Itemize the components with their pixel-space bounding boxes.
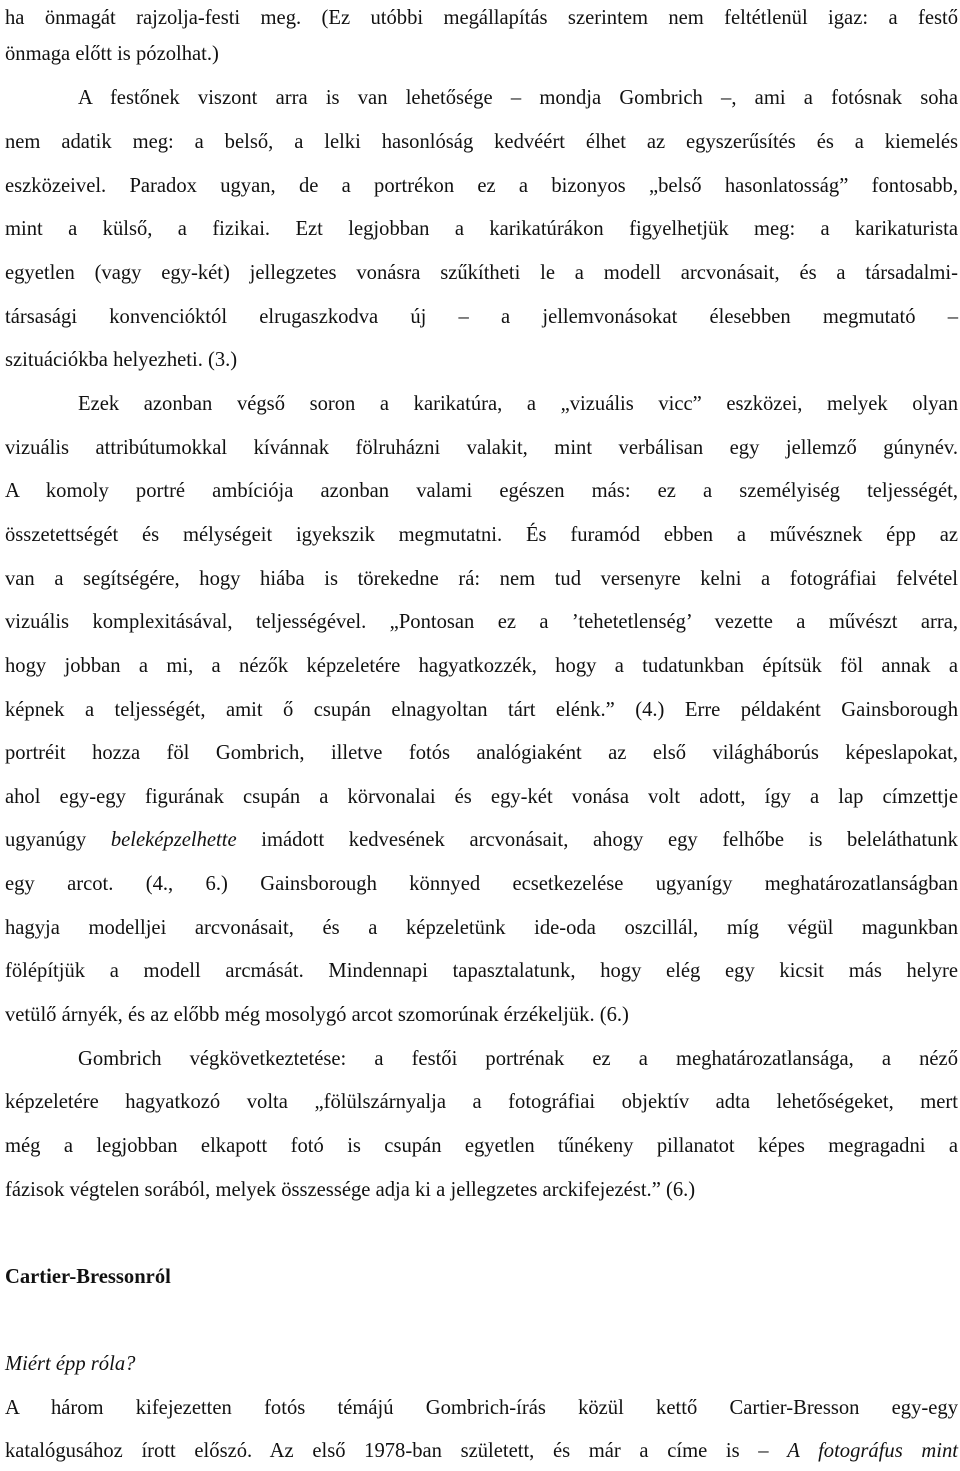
text-line: vetülő árnyék, és az előbb még mosolygó arcot szomorúnak érzékeljük. (6.) <box>5 1004 629 1026</box>
text-segment: katalógusához írott előszó. Az első 1978-ban született, és már a címe is – <box>5 1440 788 1462</box>
text-line: hogy jobban a mi, a nézők képzeletére hagyatkozzék, hogy a tudatunkban építsük föl annak a <box>5 655 958 677</box>
text-line: szituációkba helyezheti. (3.) <box>5 349 238 371</box>
text-line: eszközeivel. Paradox ugyan, de a portrékon ez a bizonyos „belső hasonlatosság” fontosabb, <box>5 175 958 197</box>
text-line: A három kifejezetten fotós témájú Gombrich-írás közül kettő Cartier-Bresson egy-egy <box>5 1397 958 1419</box>
text-line: képnek a teljességét, amit ő csupán elnagyoltan tárt elénk.” (4.) Erre példaként Gainsborough <box>5 699 958 721</box>
text-line: képzeletére hagyatkozó volta „fölülszárnyalja a fotográfiai objektív adta lehetőségeket, mert <box>5 1091 958 1113</box>
text-line: fázisok végtelen sorából, melyek összessége adja ki a jellegzetes arckifejezést.” (6.) <box>5 1179 696 1201</box>
text-line: vizuális attribútumokkal kívánnak fölruházni valakit, mint verbálisan egy jellemző gúnynév. <box>5 437 958 459</box>
text-line: Gombrich végkövetkeztetése: a festői portrénak ez a meghatározatlansága, a néző <box>78 1048 958 1070</box>
text-line: A festőnek viszont arra is van lehetősége – mondja Gombrich –, ami a fotósnak soha <box>78 87 958 109</box>
text-line: nem adatik meg: a belső, a lelki hasonlóság kedvéért élhet az egyszerűsítés és a kiemelés <box>5 131 958 153</box>
text-line: A komoly portré ambíciója azonban valami egészen más: ez a személyiség teljességét, <box>5 480 958 502</box>
text-line: ahol egy-egy figurának csupán a körvonalai és egy-két vonása volt adott, így a lap címzettje <box>5 786 958 808</box>
text-line: hagyja modelljei arcvonásait, és a képzeletünk ide-oda oszcillál, míg végül magunkban <box>5 917 958 939</box>
text-line: egy arcot. (4., 6.) Gainsborough könnyed ecsetkezelése ugyanígy meghatározatlanságban <box>5 873 958 895</box>
section-heading: Cartier-Bressonról <box>5 1266 171 1288</box>
text-line: társasági konvencióktól elrugaszkodva új – a jellemvonásokat élesebben megmutató – <box>5 306 958 328</box>
text-segment: imádott kedvesének arcvonásait, ahogy egy felhőbe is beleláthatunk <box>236 829 958 851</box>
text-line: vizuális komplexitásával, teljességével. „Pontosan ez a ’tehetetlenség’ vezette a művészt arra, <box>5 611 958 633</box>
text-line: Ezek azonban végső soron a karikatúra, a „vizuális vicc” eszközei, melyek olyan <box>78 393 958 415</box>
text-line: ha önmagát rajzolja-festi meg. (Ez utóbbi megállapítás szerintem nem feltétlenül igaz: a festő <box>5 7 958 29</box>
text-line: önmaga előtt is pózolhat.) <box>5 43 219 65</box>
text-segment: ugyanúgy <box>5 829 111 851</box>
text-line: még a legjobban elkapott fotó is csupán egyetlen tűnékeny pillanatot képes megragadni a <box>5 1135 958 1157</box>
text-line: portréit hozza föl Gombrich, illetve fotós analógiaként az első világháborús képeslapokat, <box>5 742 958 764</box>
subheading: Miért épp róla? <box>5 1353 136 1375</box>
italic-emphasis: beleképzelhette <box>110 829 237 851</box>
text-line: fölépítjük a modell arcmását. Mindennapi tapasztalatunk, hogy elég egy kicsit más helyre <box>5 960 958 982</box>
italic-title: A fotográfus mint <box>787 1440 959 1462</box>
text-line: összetettségét és mélységeit igyekszik megmutatni. És furamód ebben a művésznek épp az <box>5 524 958 546</box>
text-line: mint a külső, a fizikai. Ezt legjobban a karikatúrákon figyelhetjük meg: a karikaturista <box>5 218 958 240</box>
text-line <box>5 1431 958 1471</box>
text-line: egyetlen (vagy egy-két) jellegzetes vonásra szűkítheti le a modell arcvonásait, és a társadalmi- <box>5 262 958 284</box>
text-line: van a segítségére, hogy hiába is törekedne rá: nem tud versenyre kelni a fotográfiai felvétel <box>5 568 958 590</box>
text-line <box>5 820 958 860</box>
